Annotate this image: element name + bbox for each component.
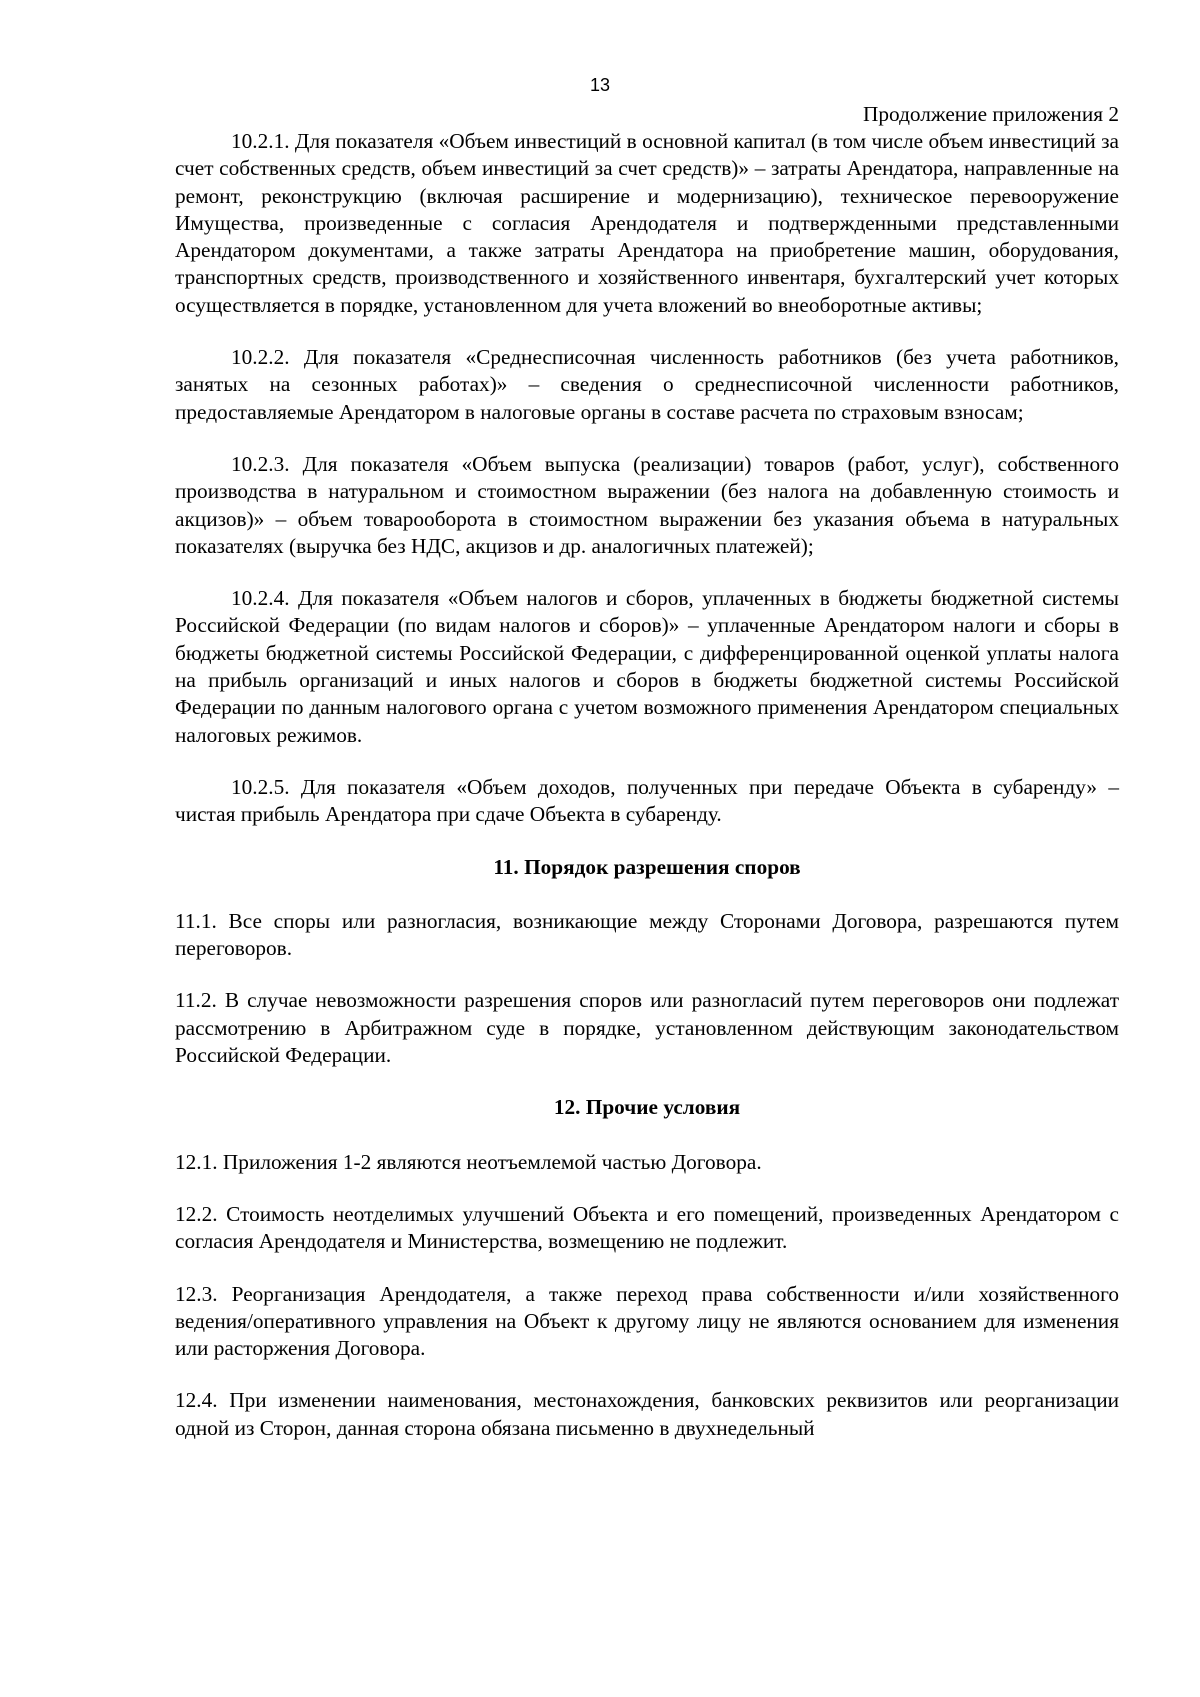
clause-12-3: 12.3. Реорганизация Арендодателя, а также переход права собственности и/или хозяйственного ведения/оперативного управления на Объект к другому лицу не являются основанием для изменения или расторжения Договора. xyxy=(175,1281,1119,1361)
section-12-heading: 12. Прочие условия xyxy=(553,1095,741,1120)
clause-12-1: 12.1. Приложения 1-2 являются неотъемлемой частью Договора. xyxy=(175,1149,762,1174)
clause-11-1: 11.1. Все споры или разногласия, возникающие между Сторонами Договора, разрешаются путем переговоров. xyxy=(175,908,1119,961)
appendix-continuation-label: Продолжение приложения 2 xyxy=(863,102,1119,126)
page-number: 13 xyxy=(589,75,611,95)
clause-11-2: 11.2. В случае невозможности разрешения споров или разногласий путем переговоров они подлежат рассмотрению в Арбитражном суде в порядке, установленном действующим законодательством Российской Федерации. xyxy=(175,988,1119,1068)
clause-10-2-4: 10.2.4. Для показателя «Объем налогов и сборов, уплаченных в бюджеты бюджетной системы Российской Федерации (по видам налогов и сборов)» – уплаченные Арендатором налоги и сборы в бюджеты бюджетной системы Российской Федерации, с дифференцированной оценкой уплаты налога на прибыль организаций и иных налогов и сборов в бюджеты бюджетной системы Российской Федерации по данным налогового органа с учетом возможного применения Арендатором специальных налоговых режимов. xyxy=(175,586,1119,747)
clause-10-2-5: 10.2.5. Для показателя «Объем доходов, полученных при передаче Объекта в субаренду» – чистая прибыль Арендатора при сдаче Объекта в субаренду. xyxy=(175,774,1119,827)
clause-12-4: 12.4. При изменении наименования, местонахождения, банковских реквизитов или реорганизации одной из Сторон, данная сторона обязана письменно в двухнедельный xyxy=(175,1388,1119,1440)
clause-10-2-2: 10.2.2. Для показателя «Среднесписочная численность работников (без учета работников, занятых на сезонных работах)» – сведения о среднесписочной численности работников, предоставляемые Арендатором в налоговые органы в составе расчета по страховым взносам; xyxy=(175,345,1119,424)
section-11-heading: 11. Порядок разрешения споров xyxy=(493,854,801,879)
clause-12-2: 12.2. Стоимость неотделимых улучшений Объекта и его помещений, произведенных Арендатором с согласия Арендодателя и Министерства, возмещению не подлежит. xyxy=(175,1201,1119,1254)
clause-10-2-1: 10.2.1. Для показателя «Объем инвестиций в основной капитал (в том числе объем инвестиций за счет собственных средств, объем инвестиций за счет средств)» – затраты Арендатора, направленные на ремонт, реконструкцию (включая расширение и модернизацию), техническое перевооружение Имущества, произведенные с согласия Арендодателя и подтвержденными представленными Арендатором документами, а также затраты Арендатора на приобретение машин, оборудования, транспортных средств, производственного и хозяйственного инвентаря, бухгалтерский учет которых осуществляется в порядке, установленном для учета вложений во внеоборотные активы; xyxy=(175,129,1119,317)
clause-10-2-3: 10.2.3. Для показателя «Объем выпуска (реализации) товаров (работ, услуг), собственного производства в натуральном и стоимостном выражении (без налога на добавленную стоимость и акцизов)» – объем товарооборота в стоимостном выражении без указания объема в натуральных показателях (выручка без НДС, акцизов и др. аналогичных платежей); xyxy=(175,451,1119,558)
document-body xyxy=(175,128,1119,1442)
